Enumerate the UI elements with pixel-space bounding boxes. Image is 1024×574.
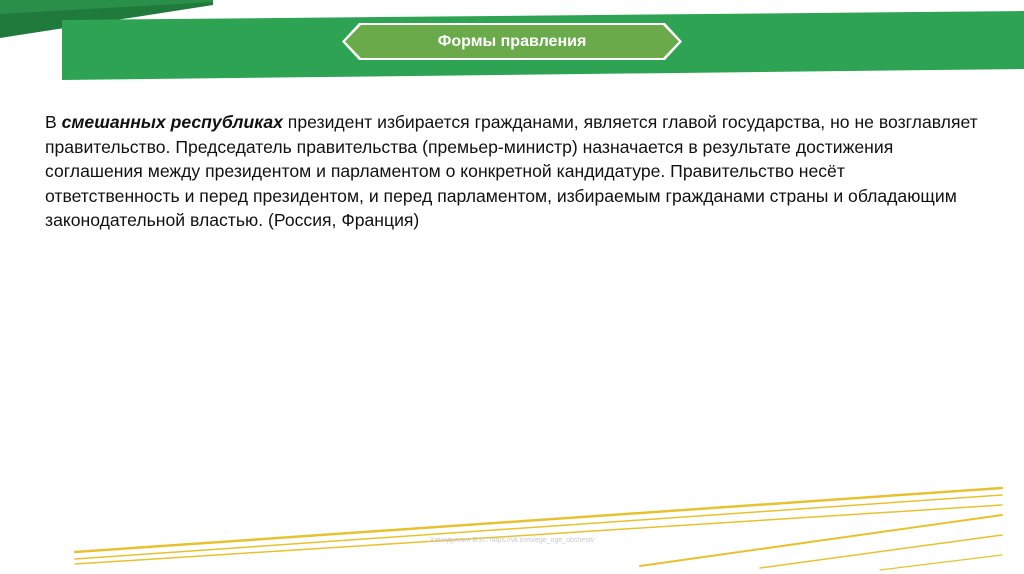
paragraph-emphasis: смешанных республиках [61, 112, 283, 132]
paragraph-lead: В [45, 112, 62, 132]
footer-credit: Хамидуллин Б.И., https://vk.com/ege_oge_obshestv [429, 537, 595, 544]
body-paragraph [45, 110, 980, 233]
paragraph-rest: президент избирается гражданами, является главой государства, но не возглавляет правительство. Председатель правительства (премьер-министр) назначается в результате достижения соглашения между президентом и парламентом о конкретной кандидатуре. Правительство несёт ответственность и перед президентом, и перед парламентом, избираемым гражданами страны и обладающим законодательной властью. (Россия, Франция) [45, 112, 978, 230]
slide-title: Формы правления [437, 33, 587, 50]
gold-lines [75, 488, 1002, 570]
title-banner [341, 22, 683, 61]
